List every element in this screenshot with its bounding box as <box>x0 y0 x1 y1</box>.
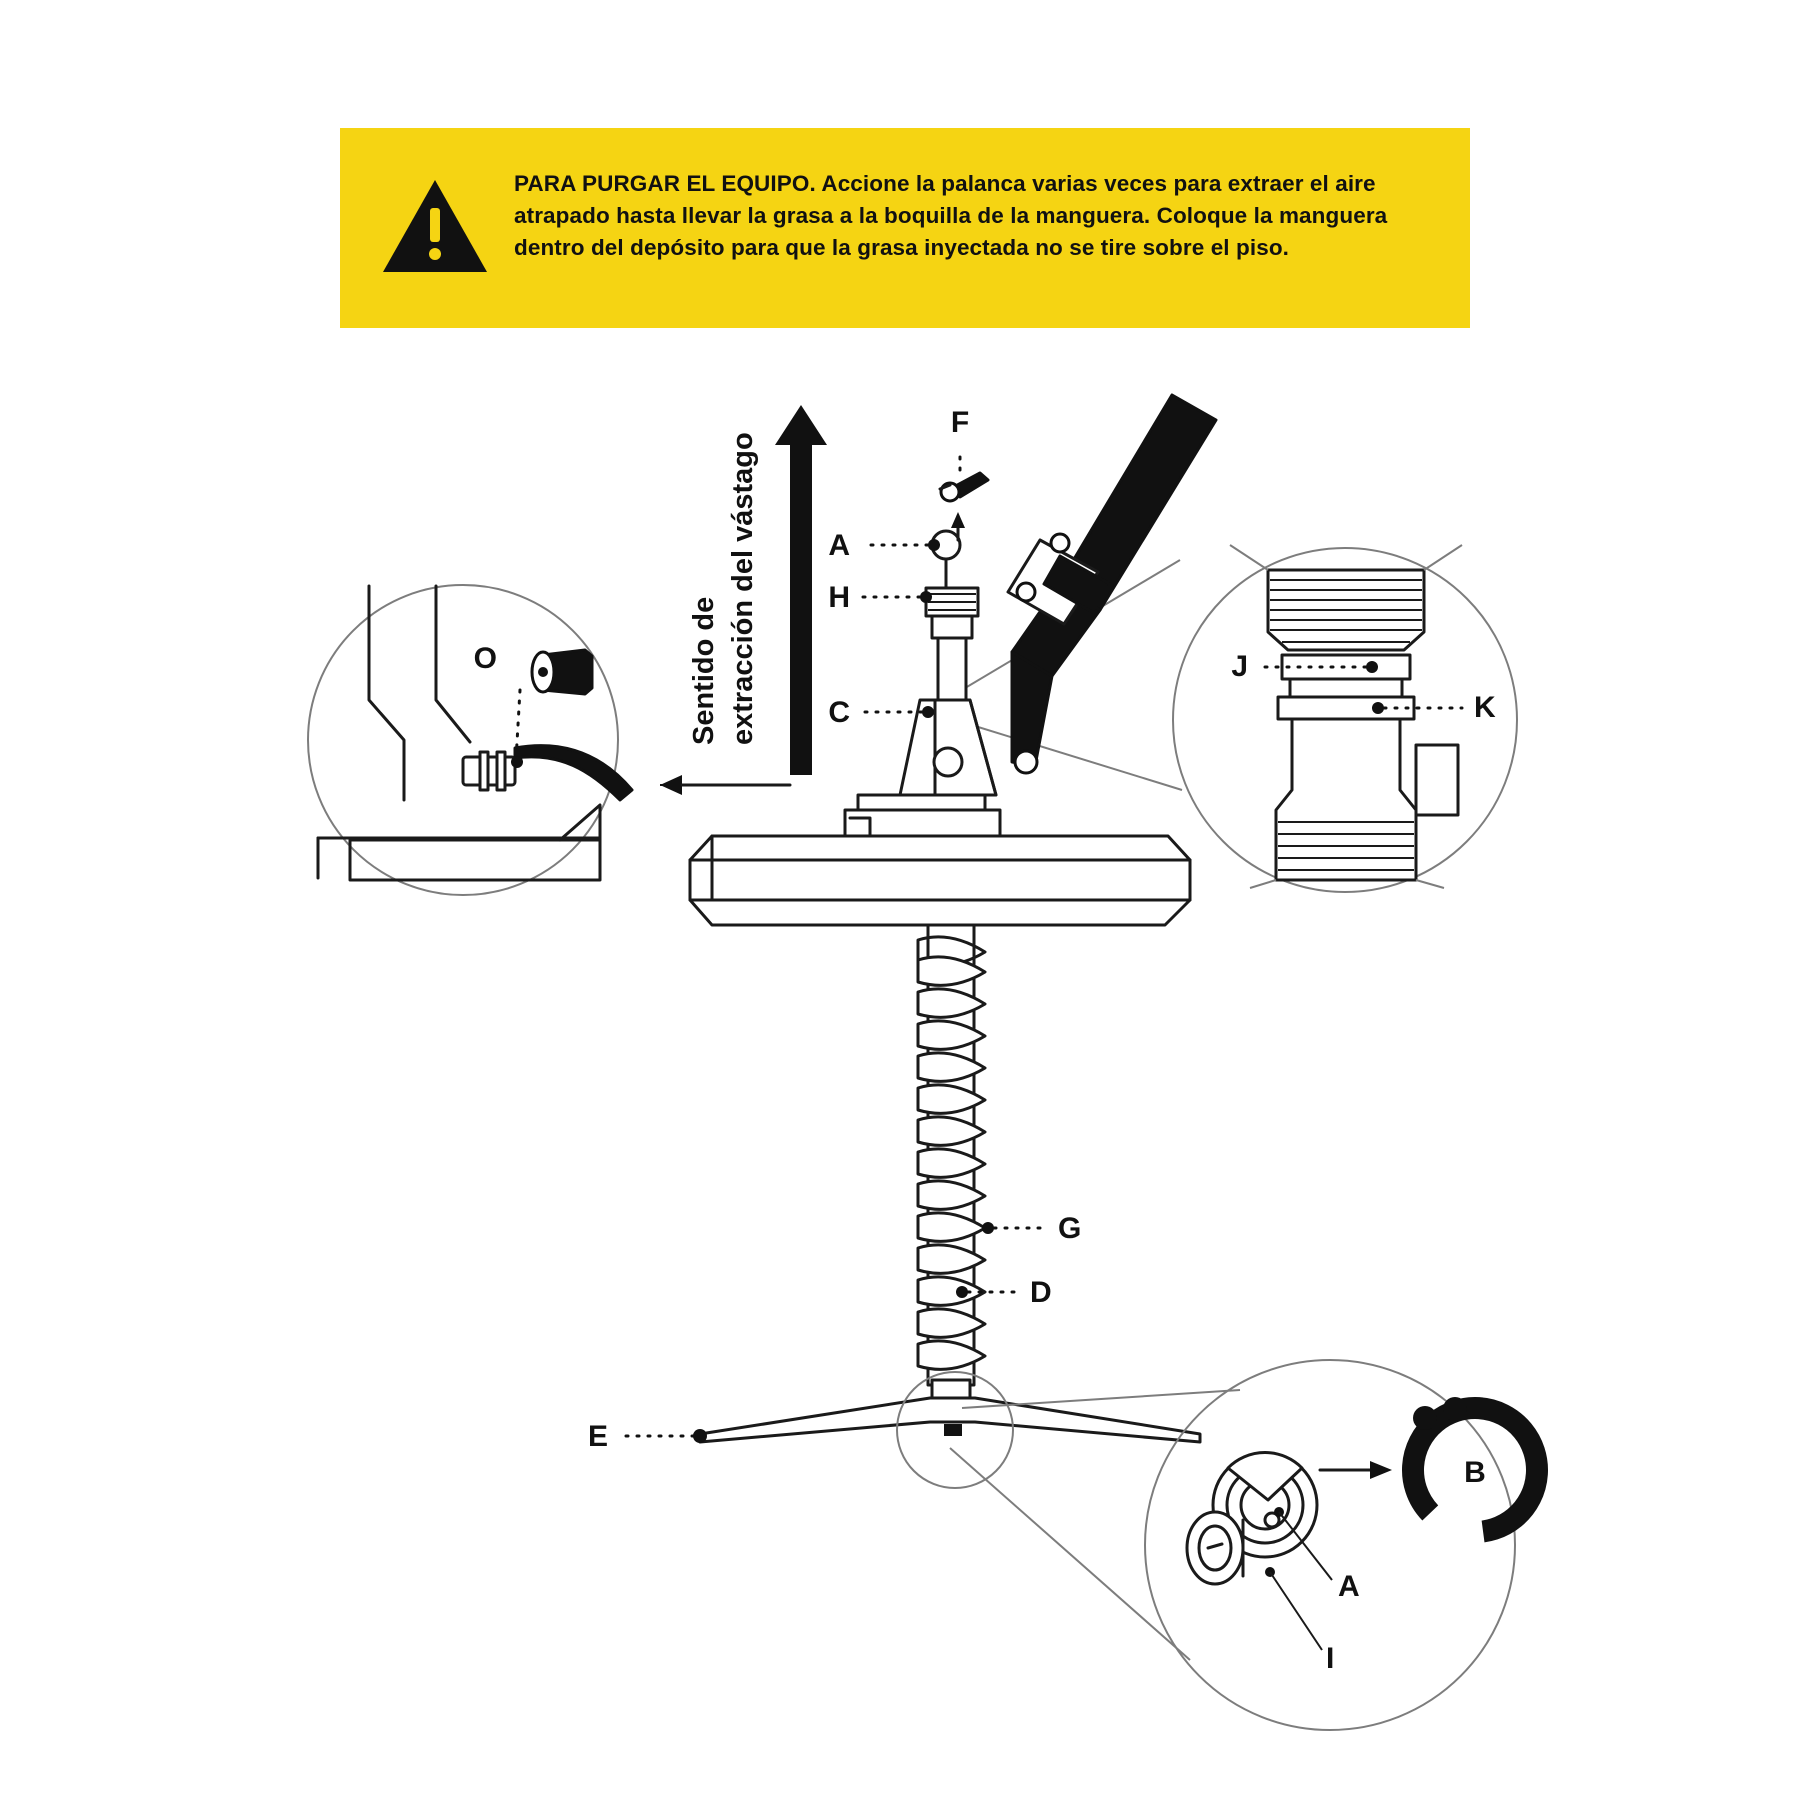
part-o-nipple <box>532 650 592 694</box>
callout-label-d: D <box>1030 1276 1052 1309</box>
warning-heading: PARA PURGAR EL EQUIPO. <box>514 171 816 196</box>
callout-label-f: F <box>950 406 970 439</box>
inset-circle-hose <box>308 585 632 895</box>
direction-arrow <box>775 405 827 775</box>
callout-label-i: I <box>1326 1642 1335 1675</box>
leader-arrow-left-inset <box>660 775 790 795</box>
direction-caption <box>688 432 759 745</box>
callout-label-c: C <box>828 696 850 729</box>
callout-label-a-top: A <box>828 529 850 562</box>
shaft-and-spring <box>918 925 985 1414</box>
callout-label-o: O <box>473 642 497 675</box>
callout-label-k: K <box>1474 691 1496 724</box>
callout-label-b: B <box>1464 1456 1486 1489</box>
inset-circle-collar <box>1173 545 1517 892</box>
part-f-pin <box>940 406 988 501</box>
part-b-snap-ring <box>1397 1392 1553 1548</box>
piston-seal-stack <box>1187 1453 1317 1584</box>
callout-label-a-inset: A <box>1338 1570 1360 1603</box>
callout-label-j: J <box>1231 650 1248 683</box>
callout-label-g: G <box>1058 1212 1082 1245</box>
base-flange <box>690 860 1190 925</box>
direction-caption-line2: extracción del vástago <box>727 432 759 745</box>
warning-body: Accione la palanca varias veces para extraer el aire atrapado hasta llevar la grasa a la boquilla de la manguera. Coloque la manguera dentro del depósito para que la grasa inyectada no se tire sobre el piso. <box>514 171 1388 260</box>
lever-handle <box>1008 395 1216 773</box>
callout-label-h: H <box>828 581 850 614</box>
callout-label-e: E <box>587 1420 608 1453</box>
main-pump-assembly <box>588 395 1216 1453</box>
hose-fitting <box>463 746 632 800</box>
follower-plate-e <box>700 1398 1200 1442</box>
direction-caption-line1: Sentido de <box>688 596 720 745</box>
collar-detail <box>1230 545 1462 888</box>
